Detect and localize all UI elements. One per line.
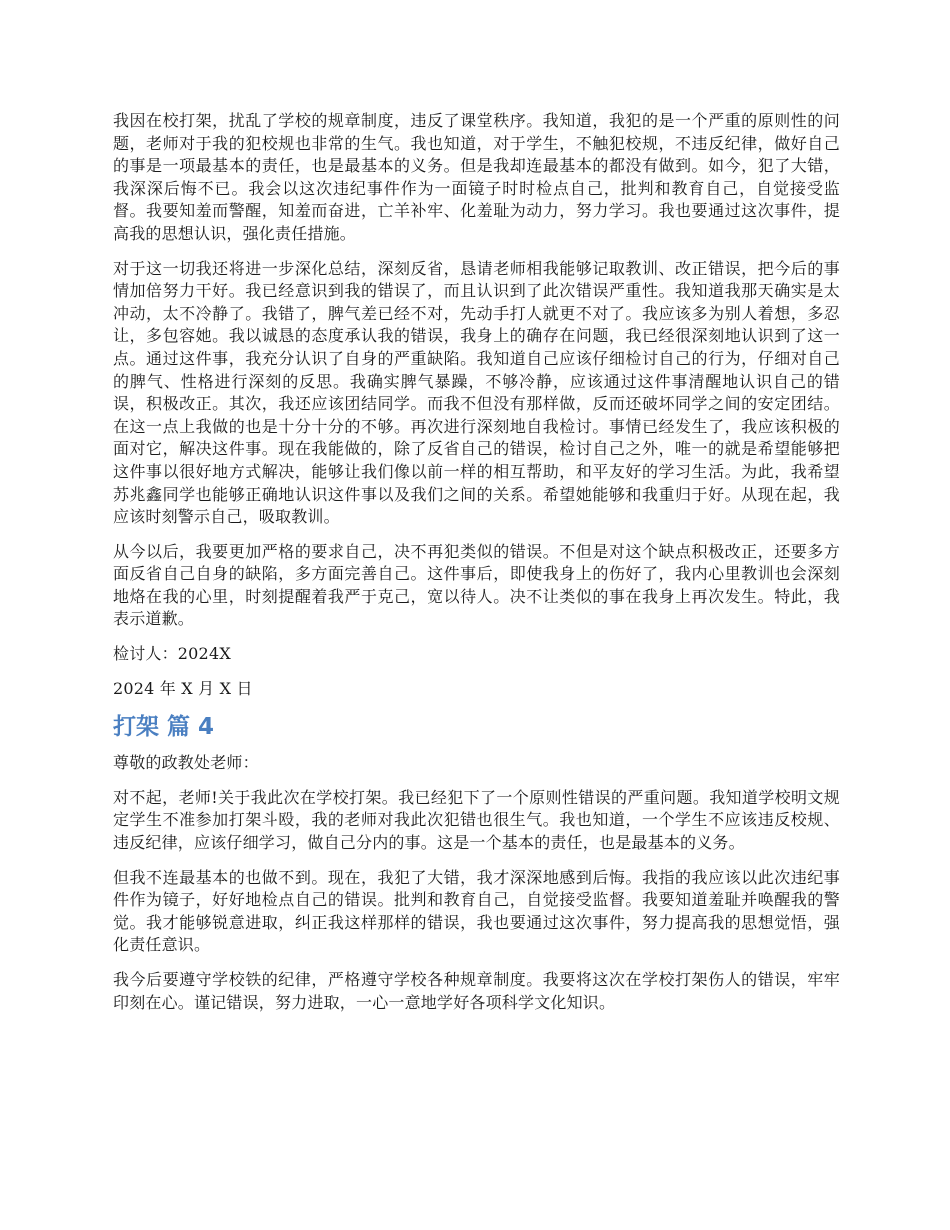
paragraph-section4-2: 但我不连最基本的也做不到。现在，我犯了大错，我才深深地感到后悔。我指的我应该以此次违纪事件作为镜子，好好地检点自己的错误。批判和教育自己，自觉接受监督。我要知道羞耻并唤醒我的警觉。我才能够锐意进取，纠正我这样那样的错误，我也要通过这次事件，努力提高我的思想觉悟，强化责任意识。 [113, 867, 840, 955]
salutation: 尊敬的政教处老师： [113, 753, 259, 773]
paragraph-section4-3: 我今后要遵守学校铁的纪律，严格遵守学校各种规章制度。我要将这次在学校打架伤人的错误，牢牢印刻在心。谨记错误，努力进取，一心一意地学好各项科学文化知识。 [113, 970, 840, 1012]
date-line: 2024 年 X 月 X 日 [113, 678, 253, 698]
paragraph-confession-2: 对于这一切我还将进一步深化总结，深刻反省，恳请老师相我能够记取教训、改正错误，把今后的事情加倍努力干好。我已经意识到我的错误了，而且认识到了此次错误严重性。我知道我那天确实是太冲动，太不冷静了。我错了，脾气差已经不对，先动手打人就更不对了。我应该多为别人着想，多忍让，多包容她。我以诚恳的态度承认我的错误，我身上的确存在问题，我已经很深刻地认识到了这一点。通过这件事，我充分认识了自身的严重缺陷。我知道自己应该仔细检讨自己的行为，仔细对自己的脾气、性格进行深刻的反思。我确实脾气暴躁，不够冷静，应该通过这件事清醒地认识自己的错误，积极改正。其次，我还应该团结同学。而我不但没有那样做，反而还破坏同学之间的安定团结。在这一点上我做的也是十分十分的不够。再次进行深刻地自我检讨。事情已经发生了，我应该积极的面对它，解决这件事。现在我能做的，除了反省自己的错误，检讨自己之外，唯一的就是希望能够把这件事以很好地方式解决，能够让我们像以前一样的相互帮助，和平友好的学习生活。为此，我希望苏兆鑫同学也能够正确地认识这件事以及我们之间的关系。希望她能够和我重归于好。从现在起，我应该时刻警示自己，吸取教训。 [113, 258, 840, 527]
paragraph-section4-1: 对不起，老师!关于我此次在学校打架。我已经犯下了一个原则性错误的严重问题。我知道学校明文规定学生不准参加打架斗殴，我的老师对我此次犯错也很生气。我也知道，一个学生不应该违反校规、违反纪律，应该仔细学习，做自己分内的事。这是一个基本的责任，也是最基本的义务。 [113, 787, 840, 853]
section-heading: 打架 篇 4 [113, 714, 215, 741]
document-body [113, 110, 840, 1026]
paragraph-confession-1: 我因在校打架，扰乱了学校的规章制度，违反了课堂秩序。我知道，我犯的是一个严重的原则性的问题，老师对于我的犯校规也非常的生气。我也知道，对于学生，不触犯校规，不违反纪律，做好自己的事是一项最基本的责任，也是最基本的义务。但是我却连最基本的都没有做到。如今，犯了大错，我深深后悔不已。我会以这次违纪事件作为一面镜子时时检点自己，批判和教育自己，自觉接受监督。我要知羞而警醒，知羞而奋进，亡羊补牢、化羞耻为动力，努力学习。我也要通过这次事件，提高我的思想认识，强化责任措施。 [113, 111, 840, 243]
paragraph-confession-3: 从今以后，我要更加严格的要求自己，决不再犯类似的错误。不但是对这个缺点积极改正，还要多方面反省自己自身的缺陷，多方面完善自己。这件事后，即使我身上的伤好了，我内心里教训也会深刻地烙在我的心里，时刻提醒着我严于克己，宽以待人。决不让类似的事在我身上再次发生。特此，我表示道歉。 [113, 541, 840, 629]
signature-line: 检讨人：2024X [113, 644, 231, 664]
